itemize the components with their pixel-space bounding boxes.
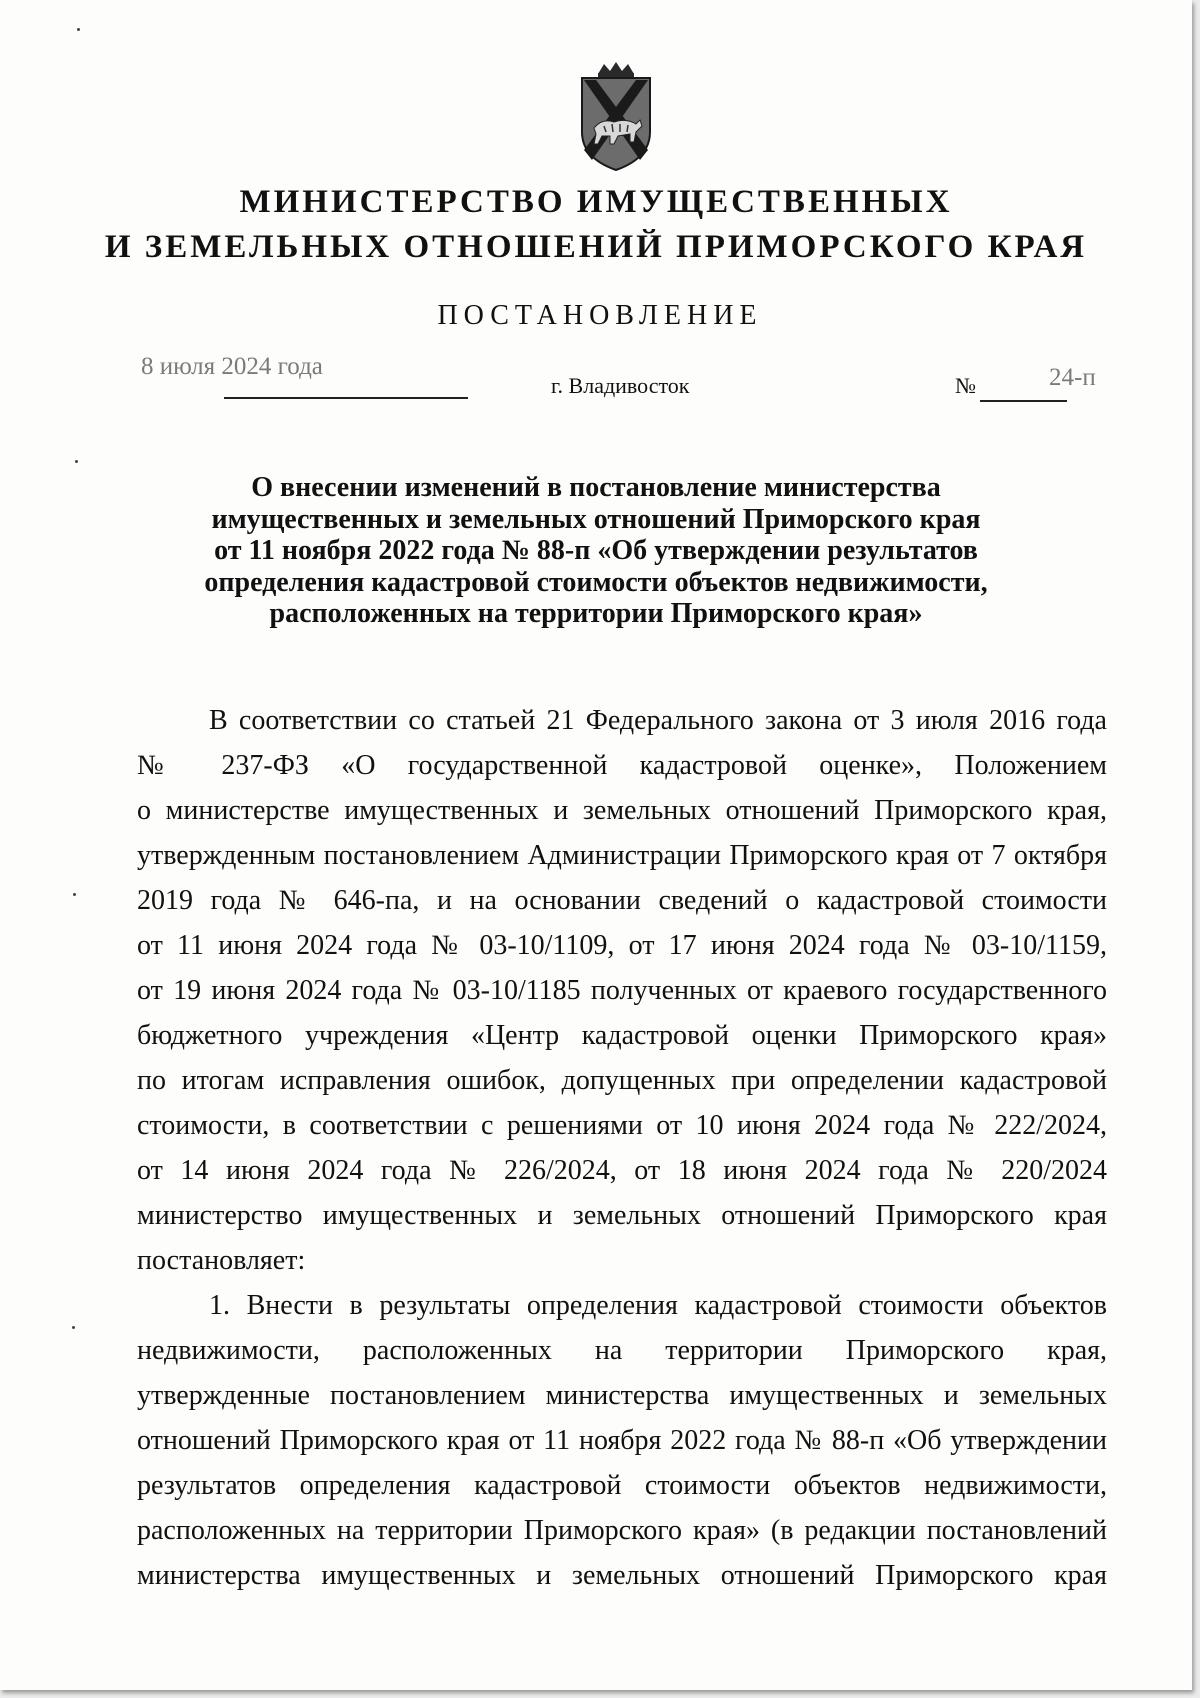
- body-line: результатов определения кадастровой стоимости объектов недвижимости,: [137, 1470, 1107, 1501]
- body-line: недвижимости, расположенных на территории Приморского края,: [137, 1335, 1107, 1366]
- document-number: 24-п: [1049, 364, 1096, 391]
- body-line: министерства имущественных и земельных отношений Приморского края: [137, 1560, 1107, 1591]
- body-line: о министерстве имущественных и земельных отношений Приморского края,: [137, 795, 1107, 826]
- document-type: ПОСТАНОВЛЕНИЕ: [437, 300, 763, 331]
- body-line: 1. Внести в результаты определения кадастровой стоимости объектов: [209, 1290, 1107, 1321]
- body-line: постановляет:: [137, 1245, 306, 1276]
- body-line: № 237-ФЗ «О государственной кадастровой оценке», Положением: [137, 750, 1107, 781]
- body-line: от 11 июня 2024 года № 03-10/1109, от 17 июня 2024 года № 03-10/1159,: [137, 930, 1107, 961]
- document-body: [137, 698, 1107, 1598]
- ministry-name-line-1: МИНИСТЕРСТВО ИМУЩЕСТВЕННЫХ: [239, 184, 953, 220]
- date-underline: [224, 397, 468, 399]
- body-line: 2019 года № 646-па, и на основании сведений о кадастровой стоимости: [137, 885, 1107, 916]
- body-line: от 14 июня 2024 года № 226/2024, от 18 июня 2024 года № 220/2024: [137, 1155, 1107, 1186]
- body-line: расположенных на территории Приморского края» (в редакции постановлений: [137, 1515, 1107, 1546]
- body-line: по итогам исправления ошибок, допущенных при определении кадастровой: [137, 1065, 1107, 1096]
- body-line: В соответствии со статьей 21 Федерального закона от 3 июля 2016 года: [209, 705, 1107, 736]
- scan-speck: [72, 1326, 75, 1329]
- document-title: [0, 472, 1192, 630]
- number-underline: [980, 400, 1067, 402]
- document-city: г. Владивосток: [551, 373, 690, 398]
- body-line: стоимости, в соответствии с решениями от 10 июня 2024 года № 222/2024,: [137, 1110, 1107, 1141]
- body-line: отношений Приморского края от 11 ноября 2022 года № 88-п «Об утверждении: [137, 1425, 1107, 1456]
- body-line: утвержденным постановлением Администрации Приморского края от 7 октября: [137, 840, 1107, 871]
- title-line: О внесении изменений в постановление министерства: [251, 472, 941, 503]
- body-line: утвержденные постановлением министерства имущественных и земельных: [137, 1380, 1107, 1411]
- scan-speck: [73, 893, 76, 896]
- ministry-name-line-2: И ЗЕМЕЛЬНЫХ ОТНОШЕНИЙ ПРИМОРСКОГО КРАЯ: [104, 229, 1088, 265]
- scan-speck: [75, 460, 78, 463]
- body-line: министерство имущественных и земельных отношений Приморского края: [137, 1200, 1107, 1231]
- title-line: имущественных и земельных отношений Приморского края: [211, 503, 981, 535]
- body-line: бюджетного учреждения «Центр кадастровой оценки Приморского края»: [137, 1020, 1107, 1051]
- body-line: от 19 июня 2024 года № 03-10/1185 полученных от краевого государственного: [137, 975, 1107, 1006]
- scan-speck: [77, 28, 80, 31]
- title-line: расположенных на территории Приморского края»: [269, 598, 923, 629]
- coat-of-arms-emblem: [578, 62, 654, 176]
- title-line: определения кадастровой стоимости объектов недвижимости,: [204, 566, 988, 598]
- title-line: от 11 ноября 2022 года № 88-п «Об утверждении результатов: [214, 535, 978, 566]
- document-date: 8 июля 2024 года: [141, 353, 323, 380]
- document-number-label: №: [955, 373, 976, 398]
